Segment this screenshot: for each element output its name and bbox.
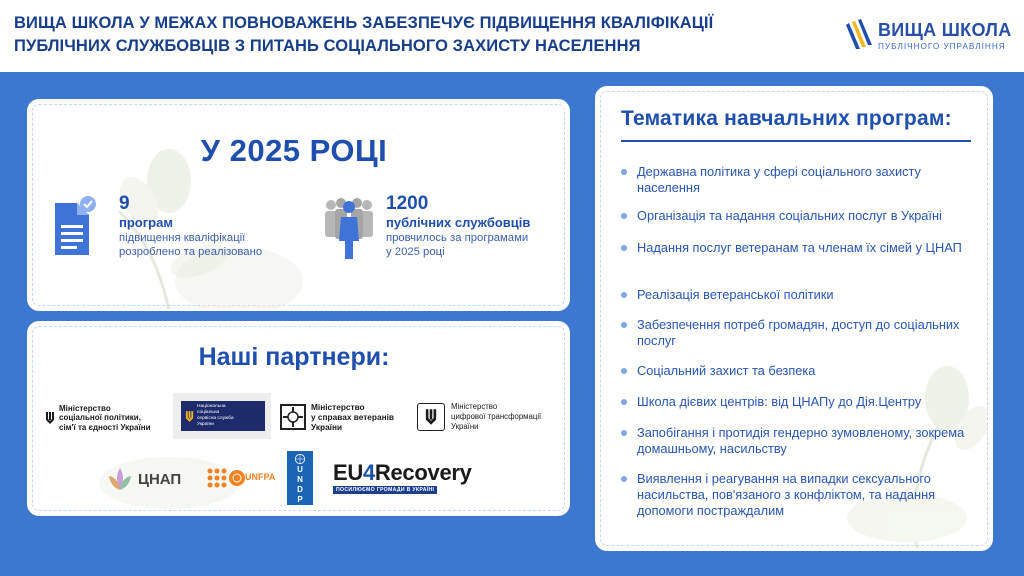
- school-logo-mark-icon: [846, 19, 876, 53]
- topic-text: Соціальний захист та безпека: [637, 363, 816, 378]
- topics-title: Тематика навчальних програм:: [621, 107, 952, 130]
- eu4recovery-wordmark: [333, 461, 472, 485]
- un-emblem-icon: [291, 453, 309, 465]
- stats-card: [27, 99, 570, 311]
- mv-line-3: України: [311, 422, 343, 432]
- partner-ministry-digital: [417, 397, 567, 437]
- partner-eu4recovery: [333, 461, 499, 501]
- servants-label: публічних службовців: [386, 215, 531, 230]
- undp-letter-d: D: [297, 485, 303, 494]
- page-title-line-1: ВИЩА ШКОЛА У МЕЖАХ ПОВНОВАЖЕНЬ ЗАБЕЗПЕЧУЄ ПІДВИЩЕННЯ КВАЛІФІКАЦІЇ: [14, 14, 714, 32]
- year-title: У 2025 РОЦІ: [200, 133, 388, 168]
- partners-card: [27, 321, 570, 516]
- topic-text: Забезпечення потреб громадян, доступ до соціальних послуг: [637, 317, 960, 348]
- partner-national-social-service: [173, 393, 271, 439]
- bullet-icon: [621, 430, 627, 436]
- bullet-icon: [621, 292, 627, 298]
- eu4recovery-recovery: Recovery: [374, 460, 472, 485]
- header-bar: [0, 0, 1024, 72]
- partner-ministry-social-policy: [45, 395, 167, 441]
- msp-line-2: соціальної політики,: [59, 413, 141, 423]
- topics-divider: [621, 140, 971, 142]
- bullet-icon: [621, 169, 627, 175]
- msp-line-3: сім'ї та єдності України: [59, 422, 151, 432]
- people-group-icon: [319, 195, 379, 263]
- cnap-lotus-icon: [105, 464, 135, 494]
- nss-logo-plate: [181, 401, 265, 431]
- cnap-label: ЦНАП: [138, 470, 182, 488]
- eu4recovery-four: 4: [362, 460, 375, 485]
- servants-stat-text: [386, 193, 530, 259]
- mdt-line-1: Міністерство: [451, 402, 498, 411]
- programs-stat-text: [119, 193, 262, 259]
- bullet-icon: [621, 368, 627, 374]
- servants-desc-2: у 2025 році: [386, 246, 445, 258]
- school-logo-name: ВИЩА ШКОЛА: [878, 20, 1012, 40]
- eu4recovery-eu: EU: [333, 460, 363, 485]
- undp-letter-u: U: [297, 465, 303, 474]
- undp-letter-n: N: [297, 475, 303, 484]
- unfpa-label: UNFPA: [245, 472, 276, 482]
- trident-icon: [185, 410, 194, 423]
- page-title-line-2: ПУБЛІЧНИХ СЛУЖБОВЦІВ З ПИТАНЬ СОЦІАЛЬНОГО ЗАХИСТУ НАСЕЛЕННЯ: [14, 37, 641, 55]
- bullet-icon: [621, 399, 627, 405]
- bullet-icon: [621, 322, 627, 328]
- partner-ministry-veterans: [279, 397, 409, 437]
- topic-text: Реалізація ветеранської політики: [637, 287, 834, 302]
- nss-line-1: Національна: [197, 404, 226, 409]
- servants-stat: [319, 193, 564, 273]
- mv-line-2: у справах ветеранів: [311, 412, 395, 422]
- mv-line-1: Міністерство: [311, 402, 365, 412]
- nss-line-4: України: [197, 422, 214, 427]
- topic-text: Організація та надання соціальних послуг в Україні: [637, 208, 942, 223]
- bullet-icon: [621, 245, 627, 251]
- msp-line-1: Міністерство: [59, 403, 111, 413]
- partner-unfpa: [205, 463, 276, 493]
- undp-letter-p: P: [297, 495, 303, 504]
- school-logo: [846, 19, 1012, 55]
- programs-desc-2: розроблено та реалізовано: [119, 246, 263, 258]
- topic-text: Запобігання і протидія гендерно зумовленому, зокрема домашньому, насильству: [637, 425, 965, 456]
- topic-text: Виявлення і реагування на випадки сексуального насильства, пов'язаного з конфліктом, та надання допомоги постраждалим: [637, 471, 936, 518]
- nss-line-2: соціальна: [197, 410, 220, 415]
- page-title: [14, 12, 814, 58]
- programs-label: програм: [119, 215, 173, 230]
- servants-desc-1: провчилось за програмами: [386, 232, 529, 244]
- trident-box: [417, 403, 445, 431]
- nss-line-3: сервісна служба: [197, 416, 234, 421]
- programs-count: 9: [119, 193, 130, 214]
- topic-text: Державна політика у сфері соціального захисту населення: [637, 164, 921, 195]
- topic-text: Школа дієвих центрів: від ЦНАПу до Дія.Центру: [637, 394, 922, 409]
- partner-undp: [287, 451, 313, 505]
- topics-card: [595, 86, 993, 551]
- programs-desc-1: підвищення кваліфікації: [119, 232, 246, 244]
- mdt-line-2: цифрової трансформації: [451, 412, 542, 421]
- trident-icon: [45, 411, 55, 425]
- partners-title: Наші партнери:: [198, 343, 390, 371]
- bullet-icon: [621, 476, 627, 482]
- programs-stat: [47, 193, 297, 273]
- school-logo-subtitle: ПУБЛІЧНОГО УПРАВЛІННЯ: [878, 42, 1006, 51]
- topic-text: Надання послуг ветеранам та членам їх сімей у ЦНАП: [637, 240, 962, 255]
- veterans-emblem-icon: [279, 403, 307, 431]
- bullet-icon: [621, 213, 627, 219]
- eu4recovery-tagline: ПОСИЛЮЄМО ГРОМАДИ В УКРАЇНІ: [333, 486, 437, 494]
- mdt-line-3: України: [451, 422, 479, 431]
- document-icon: [47, 195, 109, 259]
- partner-cnap: [105, 461, 185, 497]
- trident-icon: [424, 408, 438, 426]
- servants-count: 1200: [386, 193, 429, 214]
